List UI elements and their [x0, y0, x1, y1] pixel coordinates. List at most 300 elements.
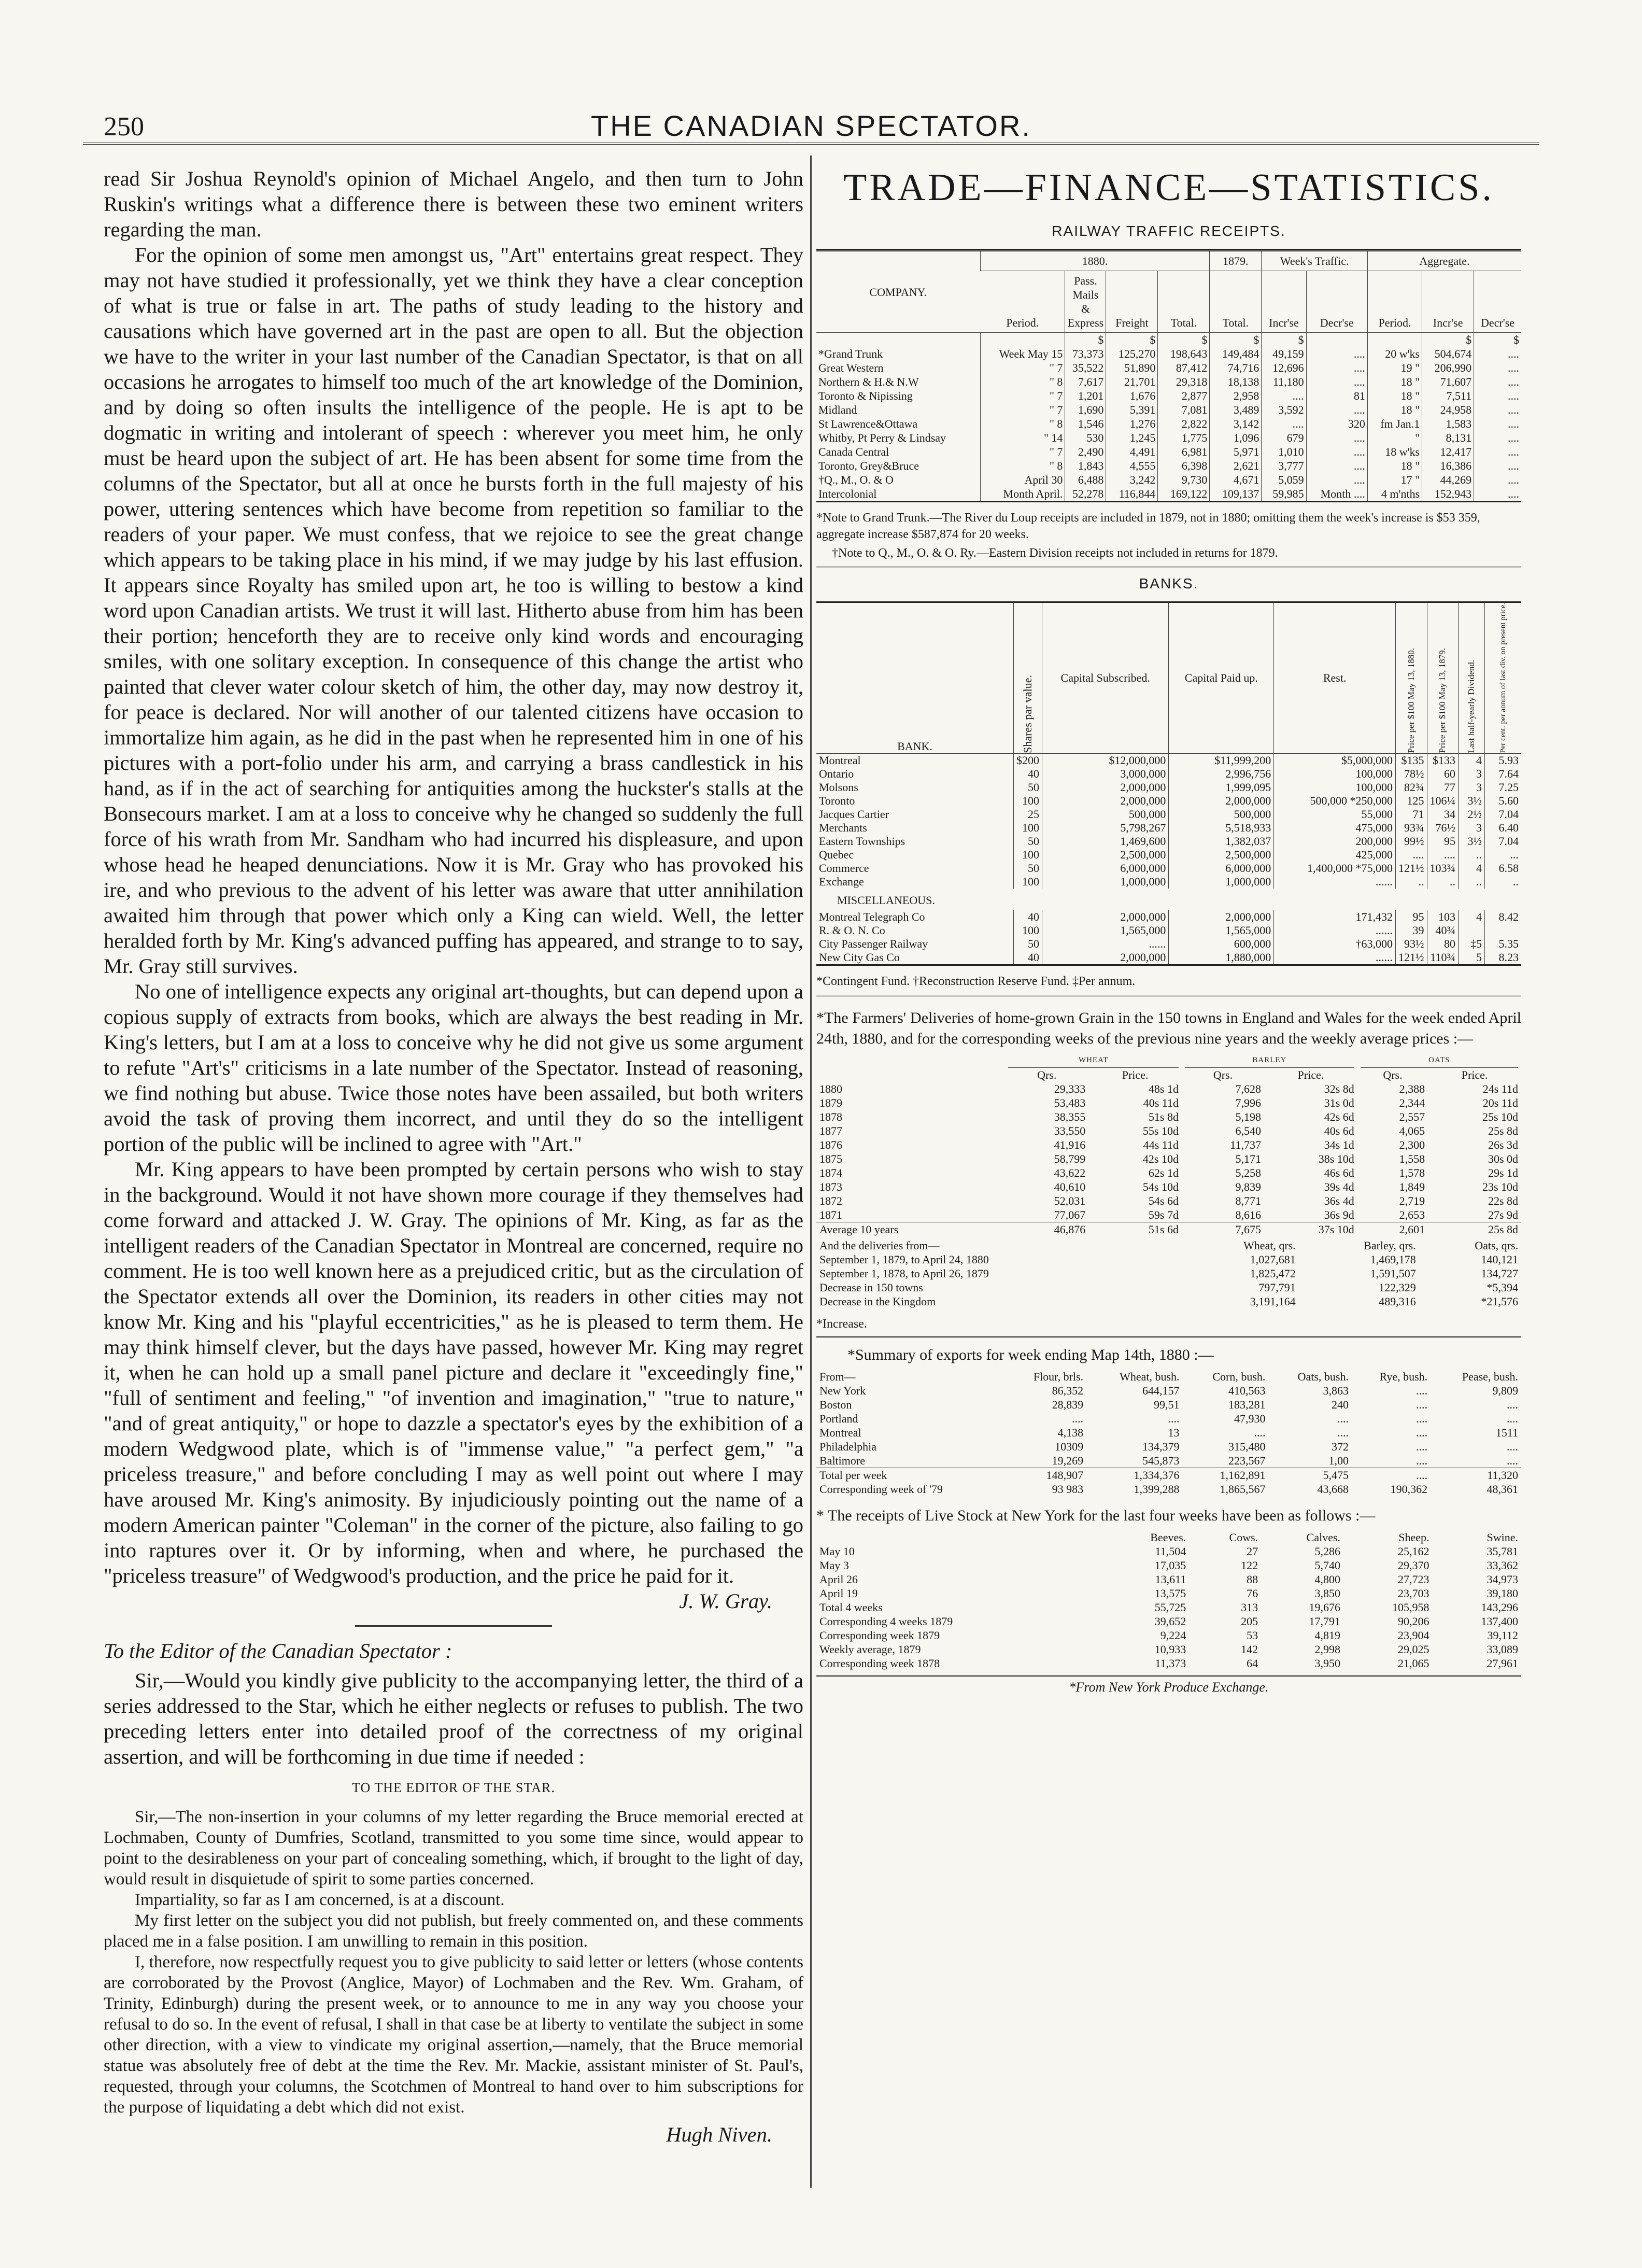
table-cell: 1,558	[1399, 1152, 1425, 1165]
increase-note: *Increase.	[816, 1316, 1521, 1337]
table-cell: 2,000,000	[1042, 951, 1169, 965]
table-cell: Toronto, Grey&Bruce	[818, 459, 919, 472]
table-cell: 4,555	[1106, 459, 1158, 473]
table-cell: 116,844	[1106, 487, 1158, 502]
table-cell: 475,000	[1274, 821, 1396, 835]
table-cell: 5,059	[1262, 473, 1306, 487]
table-cell: 500,000 *250,000	[1274, 794, 1396, 808]
grain-row	[816, 1180, 1521, 1194]
table-cell: 76	[1247, 1586, 1258, 1600]
right-column	[816, 156, 1521, 1695]
header-cell: Pease, bush.	[1462, 1370, 1518, 1383]
livestock-summary-row	[816, 1628, 1521, 1642]
misc-row	[816, 951, 1521, 965]
table-cell: 5,391	[1106, 403, 1158, 417]
table-cell: 3,242	[1106, 473, 1158, 487]
table-cell: ....	[1474, 389, 1521, 403]
col-week: Week's Traffic.	[1262, 250, 1368, 271]
table-cell: May 3	[819, 1558, 849, 1572]
exports-row	[816, 1398, 1521, 1412]
table-cell: ‡5	[1459, 937, 1485, 951]
table-cell: 3,863	[1323, 1384, 1349, 1397]
table-cell: 99½	[1396, 835, 1427, 848]
livestock-summary-row	[816, 1642, 1521, 1656]
livestock-header-row	[816, 1530, 1521, 1544]
table-cell: 7,996	[1235, 1096, 1261, 1109]
table-cell: ....	[1396, 848, 1427, 862]
table-cell: ...	[1485, 848, 1522, 862]
table-cell: 82¾	[1396, 781, 1427, 794]
table-cell: 100	[1014, 924, 1042, 937]
table-cell: 5,798,267	[1042, 821, 1169, 835]
exports-total-row	[816, 1468, 1521, 1482]
table-cell: Intercolonial	[818, 487, 877, 500]
railway-row	[816, 445, 1521, 459]
table-cell: *5,394	[1487, 1280, 1518, 1294]
table-cell: 10309	[1055, 1440, 1084, 1453]
table-cell: Toronto	[819, 794, 855, 807]
table-cell: ....	[1337, 1426, 1349, 1439]
table-cell: 1,825,472	[1250, 1266, 1296, 1280]
table-cell: 2,344	[1399, 1096, 1425, 1109]
table-cell: 64	[1247, 1656, 1258, 1670]
table-cell	[1367, 333, 1422, 347]
banks-table	[816, 601, 1521, 966]
table-cell: 27	[1247, 1544, 1258, 1558]
table-cell: 9,730	[1158, 473, 1210, 487]
table-cell: " 8	[980, 459, 1065, 473]
table-cell: Corresponding week 1878	[819, 1656, 940, 1670]
table-cell: ....	[1507, 1412, 1518, 1425]
table-cell: 530	[1065, 431, 1106, 445]
col-incr: Incr'se	[1262, 271, 1306, 333]
letter-body	[104, 1807, 803, 2118]
table-cell: 2,000,000	[1042, 781, 1169, 794]
table-cell: 2,653	[1399, 1208, 1425, 1221]
table-cell: 500,000	[1169, 808, 1274, 821]
bank-row	[816, 767, 1521, 781]
table-cell: 34,973	[1487, 1572, 1518, 1586]
table-cell: *21,576	[1481, 1294, 1518, 1308]
table-cell: 1,276	[1106, 417, 1158, 431]
table-cell: 2,000,000	[1042, 794, 1169, 808]
table-cell: 5,198	[1235, 1110, 1261, 1123]
article-paragraph: For the opinion of some men amongst us, "Art" entertains great respect. They may not have studied it professionally, yet we think they have a clear conception of what is true or false in art. The paths of study leading to the history and causations which have governed art in the past are open to all. But the objection we have to the writer in your last number of the Canadian Spectator, is that on all occasions he arrogates to himself too much of the art knowledge of the Dominion, and by doing so often insults the intelligence of the people. He is apt to be dogmatic in writing and intolerant of speech : wherever you meet him, he only must be heard upon the subject of art. He has been absent for some time from the columns of the Spectator, but all at once he bursts forth in the full majesty of his power, uttering sentences which have become from repetition so familiar to the readers of your paper. We must confess, that we rejoice to see the great change which appears to be taking place in his mind, if we may judge by his last effusion. It appears since Royalty has smiled upon art, he too is willing to bestow a kind word upon Canadian artists. We trust it will last. Hitherto abuse from him has been their portion; henceforth they are to receive only kind words and encouraging smiles, with one solitary exception. In consequence of this change the artist who painted that clever water colour sketch of him, the other day, may now destroy it, for peace is declared. Nor will another of our talented citizens have occasion to immortalize him again, as he did in the past when he represented him in one of his pictures with a port-folio under his arm, and carrying a brass candlestick in his hand, as if in the act of searching for antiquities among the huckster's stalls at the Bonsecours market. I am at a loss to conceive why he changed so suddenly the full force of his wrath from Mr. Sandham who had incurred his displeasure, and upon whose head he heaped denunciations. Now it is Mr. Gray who has provoked his ire, and who previous to the advent of his letter was aware that utter annihilation awaited him through that power which only a King can wield. Well, the letter heralded forth by Mr. King's advanced puffing has appeared, and strange to to say, Mr. Gray still survives.	[104, 243, 803, 978]
table-cell: 11,373	[1155, 1656, 1186, 1670]
table-cell: 6.40	[1485, 821, 1522, 835]
table-cell: 16,386	[1422, 459, 1474, 473]
table-cell: 40s 11d	[1143, 1096, 1179, 1109]
table-cell: ....	[1306, 375, 1367, 389]
table-cell: 205	[1241, 1614, 1258, 1628]
table-cell: 6,000,000	[1042, 862, 1169, 875]
railway-row	[816, 487, 1521, 502]
header-cell: Swine.	[1487, 1530, 1518, 1544]
livestock-row	[816, 1586, 1521, 1600]
table-cell: 3,000,000	[1042, 767, 1169, 781]
table-cell: 1,00	[1328, 1454, 1349, 1467]
col-paid: Capital Paid up.	[1169, 602, 1274, 754]
col-shares-label: Shares par value.	[1021, 674, 1034, 753]
col-price79	[1427, 602, 1459, 754]
table-cell: 1877	[819, 1124, 842, 1137]
header-cell: Rye, bush.	[1379, 1370, 1428, 1383]
article-paragraph: read Sir Joshua Reynold's opinion of Michael Angelo, and then turn to John Ruskin's writings what a difference there is between these two eminent writers regarding the man.	[104, 167, 803, 241]
table-cell: ....	[1427, 848, 1459, 862]
table-cell: 2,388	[1399, 1082, 1425, 1095]
table-cell: 40,610	[1054, 1180, 1086, 1193]
table-cell: ....	[1416, 1398, 1428, 1411]
table-cell: 24s 11d	[1482, 1082, 1518, 1095]
misc-row	[816, 924, 1521, 937]
table-cell: Eastern Townships	[819, 834, 905, 848]
table-cell: 1,027,681	[1250, 1252, 1296, 1266]
table-cell: ..	[1396, 875, 1427, 889]
table-cell: Boston	[819, 1398, 852, 1411]
table-cell: 3	[1459, 821, 1485, 835]
railway-row	[816, 459, 1521, 473]
table-cell: 77,067	[1054, 1208, 1086, 1221]
table-cell: 33,089	[1487, 1642, 1518, 1656]
table-cell: 190,362	[1390, 1482, 1428, 1496]
railway-heading: RAILWAY TRAFFIC RECEIPTS.	[1052, 223, 1286, 239]
table-cell: 1879	[819, 1096, 842, 1109]
col-price80	[1396, 602, 1427, 754]
table-cell: ....	[1416, 1468, 1428, 1482]
bank-row	[816, 794, 1521, 808]
table-cell: 52,031	[1054, 1194, 1086, 1207]
table-cell: 1872	[819, 1194, 842, 1207]
table-cell: 99,51	[1154, 1398, 1180, 1411]
table-cell: ....	[1337, 1412, 1349, 1425]
table-cell: ....	[1474, 417, 1521, 431]
grain-barley-group	[1182, 1053, 1357, 1068]
table-cell: ..	[1427, 875, 1459, 889]
table-cell: 18,138	[1210, 375, 1262, 389]
grain-row	[816, 1124, 1521, 1138]
col-dividend	[1459, 602, 1485, 754]
table-cell: " 8	[980, 417, 1065, 431]
exports-row	[816, 1454, 1521, 1468]
table-cell: 28,839	[1052, 1398, 1084, 1411]
table-cell: ....	[1416, 1440, 1428, 1453]
table-cell: 240	[1332, 1398, 1349, 1411]
table-cell: 23,904	[1398, 1628, 1429, 1642]
table-cell: 1,880,000	[1169, 951, 1274, 965]
table-cell: $200	[1014, 753, 1042, 767]
table-cell: 504,674	[1422, 347, 1474, 361]
dollar-sign: $	[1106, 333, 1158, 347]
grain-wheat-group	[1005, 1053, 1182, 1068]
bank-rows	[816, 753, 1521, 965]
table-cell: Merchants	[819, 821, 867, 834]
table-cell: 1,399,288	[1134, 1482, 1180, 1496]
col-bank-label: BANK.	[897, 739, 932, 753]
header-cell: Corn, bush.	[1212, 1370, 1266, 1383]
table-cell: 87,412	[1158, 361, 1210, 375]
table-cell: 5	[1459, 951, 1485, 965]
table-cell: 18 "	[1367, 459, 1422, 473]
table-cell: ..	[1485, 875, 1522, 889]
grain-rows	[816, 1082, 1521, 1236]
table-cell: Average 10 years	[819, 1222, 899, 1236]
editor-salutation: To the Editor of the Canadian Spectator :	[104, 1639, 452, 1663]
table-cell: ......	[1274, 951, 1396, 965]
col-subscribed: Capital Subscribed.	[1042, 602, 1169, 754]
table-cell: 1,096	[1210, 431, 1262, 445]
table-cell: Decrease in 150 towns	[819, 1280, 923, 1294]
table-cell: 313	[1241, 1600, 1258, 1614]
table-cell: 3,489	[1210, 403, 1262, 417]
table-cell: 42s 10d	[1142, 1152, 1179, 1165]
livestock-row	[816, 1572, 1521, 1586]
table-cell: Great Western	[818, 361, 884, 374]
table-cell: ....	[1507, 1454, 1518, 1467]
column-divider	[810, 156, 812, 2188]
letter-heading: TO THE EDITOR OF THE STAR.	[352, 1780, 555, 1795]
table-cell: 34	[1427, 808, 1459, 821]
table-cell: ....	[1306, 361, 1367, 375]
table-cell: 1,578	[1399, 1166, 1425, 1179]
table-cell: 134,379	[1142, 1440, 1180, 1453]
table-cell: 1880	[819, 1082, 842, 1095]
table-cell: 125,270	[1106, 347, 1158, 361]
grain-oats-label: OATS	[1361, 1053, 1518, 1068]
table-cell: Decrease in the Kingdom	[819, 1294, 936, 1308]
table-cell: 5,971	[1210, 445, 1262, 459]
table-cell: ....	[1507, 1440, 1518, 1453]
table-cell: September 1, 1878, to April 26, 1879	[819, 1266, 989, 1280]
grain-row	[816, 1096, 1521, 1110]
table-cell: 3	[1459, 781, 1485, 794]
deliveries-table	[816, 1238, 1521, 1308]
table-cell: 1,546	[1065, 417, 1106, 431]
table-cell: 5.60	[1485, 794, 1522, 808]
table-cell: 171,432	[1274, 910, 1396, 924]
table-cell: 44s 11d	[1143, 1138, 1179, 1151]
col-percent-label: Per cent. per annum of last div. on present price.	[1499, 603, 1507, 753]
decrease-row	[816, 1294, 1521, 1308]
dollar-sign: $	[1158, 333, 1210, 347]
table-cell: 2,500,000	[1169, 848, 1274, 862]
bank-row	[816, 781, 1521, 794]
table-cell: 109,137	[1210, 487, 1262, 502]
table-cell: 149,484	[1210, 347, 1262, 361]
table-cell: St Lawrence&Ottawa	[818, 417, 918, 430]
table-cell: 3	[1459, 767, 1485, 781]
table-cell: 5,286	[1314, 1544, 1341, 1558]
table-cell: 3,950	[1314, 1656, 1341, 1670]
table-cell: 2½	[1459, 808, 1485, 821]
table-cell: 39s 4d	[1324, 1180, 1354, 1193]
left-column	[104, 166, 803, 2147]
railway-row	[816, 361, 1521, 375]
section-title: TRADE—FINANCE—STATISTICS.	[843, 166, 1494, 209]
table-cell: 489,316	[1379, 1294, 1416, 1308]
table-cell: 1875	[819, 1152, 842, 1165]
table-cell: Whitby, Pt Perry & Lindsay	[818, 431, 946, 444]
table-cell: ....	[1254, 1426, 1266, 1439]
table-cell: 106¼	[1427, 794, 1459, 808]
page-number: 250	[104, 112, 144, 142]
table-cell: 1,565,000	[1042, 924, 1169, 937]
railway-row	[816, 431, 1521, 445]
table-cell: 25s 10d	[1482, 1110, 1518, 1123]
misc-row	[816, 937, 1521, 951]
table-cell: 1874	[819, 1166, 842, 1179]
table-cell: 43,668	[1317, 1482, 1349, 1496]
table-cell: 1,591,507	[1370, 1266, 1416, 1280]
col-qrs: Qrs.	[1213, 1068, 1233, 1081]
table-cell: 80	[1427, 937, 1459, 951]
table-cell: 3,592	[1262, 403, 1306, 417]
table-cell: ......	[1042, 937, 1169, 951]
table-cell: 76½	[1427, 821, 1459, 835]
table-cell: September 1, 1879, to April 24, 1880	[819, 1252, 989, 1266]
dollar-sign: $	[1065, 333, 1106, 347]
dollar-sign: $	[1262, 333, 1306, 347]
table-cell	[1485, 924, 1522, 937]
table-cell: ......	[1274, 924, 1396, 937]
table-cell: 2,998	[1314, 1642, 1341, 1656]
table-cell: Montreal	[819, 753, 861, 767]
table-cell: 60	[1427, 767, 1459, 781]
col-qrs: Qrs.	[1037, 1068, 1057, 1081]
table-cell: 73,373	[1065, 347, 1106, 361]
table-cell: Canada Central	[818, 445, 889, 458]
grain-wheat-label: WHEAT	[1008, 1053, 1179, 1068]
grain-intro: *The Farmers' Deliveries of home-grown Grain in the 150 towns in England and Wales for the week ended April 24th, 1880, and for the corresponding weeks of the previous nine years and the weekly average prices :—	[816, 1009, 1521, 1047]
table-cell: 103¾	[1427, 862, 1459, 875]
exports-rows	[816, 1370, 1521, 1496]
table-cell: 86,352	[1052, 1384, 1084, 1397]
table-cell: Exchange	[819, 875, 864, 888]
table-cell: ......	[1274, 875, 1396, 889]
table-cell: 140,121	[1481, 1252, 1518, 1266]
table-cell: 2,000,000	[1042, 910, 1169, 924]
col-total79: Total.	[1210, 271, 1262, 333]
table-cell: 58,799	[1054, 1152, 1086, 1165]
grain-oats-group	[1357, 1053, 1521, 1068]
bank-row	[816, 848, 1521, 862]
deliveries-rows	[816, 1238, 1521, 1308]
table-cell: 4,138	[1057, 1426, 1084, 1439]
header-cell: Wheat, qrs.	[1243, 1238, 1296, 1252]
table-cell: 10,933	[1154, 1642, 1186, 1656]
table-cell: 5,475	[1323, 1468, 1349, 1482]
table-cell: 1876	[819, 1138, 842, 1151]
table-cell: City Passenger Railway	[819, 937, 928, 950]
livestock-summary-row	[816, 1600, 1521, 1614]
table-cell: 122,329	[1379, 1280, 1416, 1294]
col-price79-label: Price per $100 May 13, 1879.	[1437, 648, 1448, 753]
table-cell: 6,000,000	[1169, 862, 1274, 875]
table-cell: 23,703	[1398, 1586, 1429, 1600]
table-cell: 1,843	[1065, 459, 1106, 473]
col-aperiod: Period.	[1367, 271, 1422, 333]
table-cell: Philadelphia	[819, 1440, 876, 1453]
table-cell: 2,000,000	[1169, 794, 1274, 808]
livestock-table	[816, 1530, 1521, 1670]
table-cell: 46,876	[1054, 1222, 1086, 1236]
railway-rows	[816, 333, 1521, 502]
col-decr: Decr'se	[1306, 271, 1367, 333]
table-cell: fm Jan.1	[1367, 417, 1422, 431]
table-cell: 3,191,164	[1250, 1294, 1296, 1308]
table-cell: 1,162,891	[1220, 1468, 1266, 1482]
table-cell: 2,996,756	[1169, 767, 1274, 781]
table-cell: 95	[1427, 835, 1459, 848]
table-cell: ....	[1416, 1454, 1428, 1467]
decrease-row	[816, 1280, 1521, 1294]
table-cell: 2,822	[1158, 417, 1210, 431]
exports-row	[816, 1412, 1521, 1426]
table-cell: Montreal Telegraph Co	[819, 910, 925, 923]
table-cell: 49,159	[1262, 347, 1306, 361]
table-cell: 169,122	[1158, 487, 1210, 502]
table-cell: 44,269	[1422, 473, 1474, 487]
table-cell: 315,480	[1228, 1440, 1266, 1453]
table-cell: 25	[1014, 808, 1042, 821]
table-cell: 8.23	[1485, 951, 1522, 965]
table-cell: 39,652	[1154, 1614, 1186, 1628]
railway-row	[816, 347, 1521, 361]
livestock-row	[816, 1544, 1521, 1558]
table-cell: 100	[1014, 875, 1042, 889]
table-cell: Corresponding week 1879	[819, 1628, 940, 1642]
table-cell: 93¾	[1396, 821, 1427, 835]
table-cell: 7.64	[1485, 767, 1522, 781]
exports-header-row	[816, 1370, 1521, 1384]
table-cell: 31s 0d	[1324, 1096, 1354, 1109]
table-cell: 11,504	[1155, 1544, 1186, 1558]
table-cell: 59s 7d	[1148, 1208, 1179, 1221]
table-cell: 679	[1262, 431, 1306, 445]
table-cell: 2,500,000	[1042, 848, 1169, 862]
table-cell: 5,258	[1235, 1166, 1261, 1179]
table-cell: 40	[1014, 767, 1042, 781]
header-cell: Flour, brls.	[1033, 1370, 1084, 1383]
table-cell: 2,557	[1399, 1110, 1425, 1123]
table-cell: 11,737	[1230, 1138, 1261, 1151]
masthead-title: THE CANADIAN SPECTATOR.	[591, 109, 1031, 142]
col-pass: Pass. Mails & Express	[1065, 271, 1106, 333]
table-cell: 1,201	[1065, 389, 1106, 403]
table-cell: May 10	[819, 1544, 855, 1558]
table-cell: 125	[1396, 794, 1427, 808]
table-cell: 50	[1014, 937, 1042, 951]
col-price: Price.	[1461, 1068, 1488, 1081]
table-cell: 797,791	[1258, 1280, 1296, 1294]
table-cell: 6,398	[1158, 459, 1210, 473]
article-paragraph: No one of intelligence expects any original art-thoughts, but can depend upon a copious supply of extracts from books, which are always the best reading in Mr. King's letters, but I am at a loss to conceive why he did not give us some argument to refute "Art's" criticisms in a late number of the Spectator. Instead of reasoning, we find nothing but abuse. Twice those notes have been assailed, but both writers avoid the task of proving them incorrect, and until they do so the intelligent portion of the public will be inclined to agree with "Art."	[104, 980, 803, 1156]
col-shares	[1014, 602, 1042, 754]
table-cell: 8.42	[1485, 910, 1522, 924]
table-cell: 5,740	[1314, 1558, 1341, 1572]
table-cell: 2,000,000	[1169, 910, 1274, 924]
table-cell: 13	[1168, 1426, 1180, 1439]
article-paragraph: Mr. King appears to have been prompted by certain persons who wish to stay in the background. Would it not have shown more courage if they themselves had come forward and attacked J. W. Gray. The opinions of Mr. King, as far as the intelligent readers of the Canadian Spectator in Montreal are concerned, require no comment. He is too well known here as a prejudiced critic, but as the circulation of the Spectator extends all over the Dominion, its readers in other cities may not know Mr. King and his "playful eccentricities," as he is pleased to term them. He may think himself clever, but the days have passed, however Mr. King may regret it, when he can hold up a small panel picture and declare it "exceedingly fine," "full of sentiment and feeling," "of invention and imagination," "true to nature," "and of great antiquity," or hope to dazzle a spectator's eyes by the exhibition of a modern Wedgwood plate, which is of "immense value," "a perfect gem," "a priceless treasure," and before concluding I may as well point out where I may have aroused Mr. King's animosity. By injudiciously pointing out the name of a modern American painter "Coleman" in the corner of the picture, also failing to go into raptures over it. Or by informing, when and where, he purchased the "priceless treasure" of Wedgwood's production, and the price he paid for it.	[104, 1158, 803, 1587]
table-cell: 8,131	[1422, 431, 1474, 445]
table-cell: Toronto & Nipissing	[818, 389, 913, 402]
table-cell: 11,320	[1487, 1468, 1518, 1482]
table-cell: 47,930	[1234, 1412, 1266, 1425]
table-cell: 121½	[1396, 862, 1427, 875]
table-cell: 5,518,933	[1169, 821, 1274, 835]
table-cell: 1,400,000 *75,000	[1274, 862, 1396, 875]
railway-note: †Note to Q., M., O. & O. Ry.—Eastern Division receipts not included in returns for 1879.	[816, 545, 1521, 568]
col-aggregate: Aggregate.	[1367, 250, 1521, 271]
